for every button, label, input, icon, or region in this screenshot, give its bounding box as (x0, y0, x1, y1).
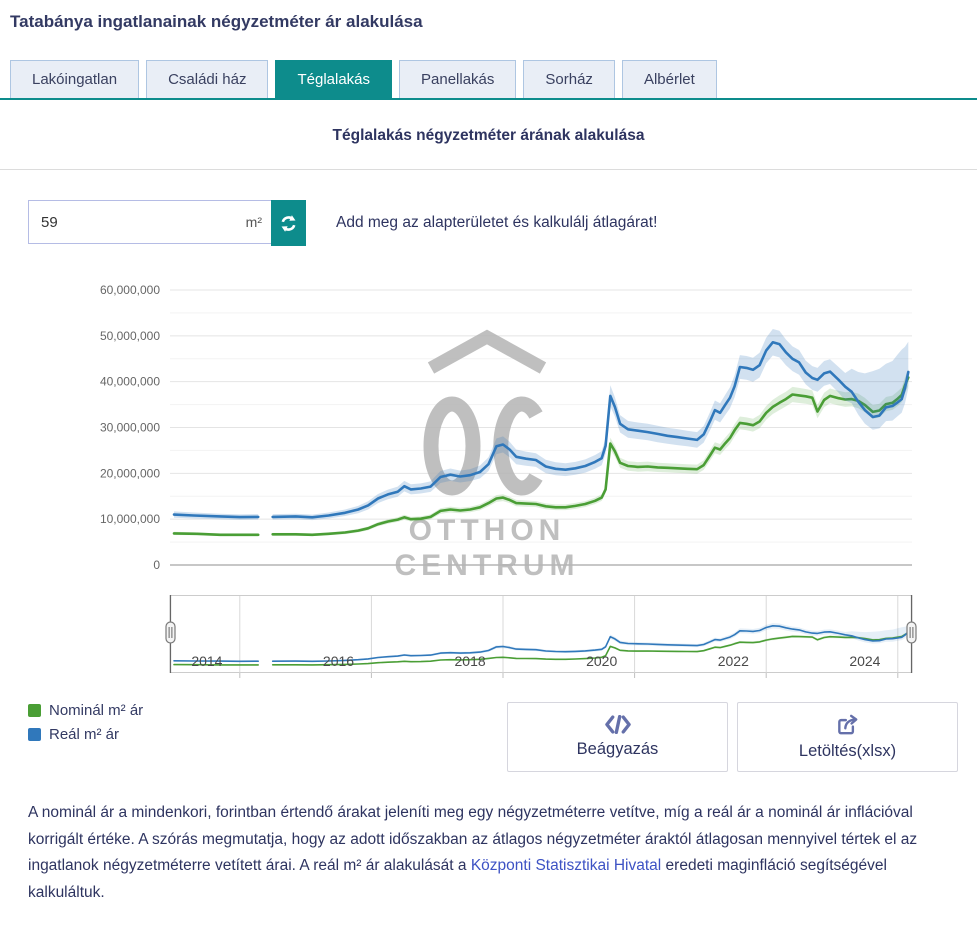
svg-text:2024: 2024 (849, 653, 881, 669)
calculator-hint-label: Add meg az alapterületet és kalkulálj átlagárat! (336, 214, 658, 231)
embed-button-label: Beágyazás (576, 740, 659, 758)
tab-sorh-z[interactable]: Sorház (523, 60, 615, 98)
real-series-swatch (28, 728, 41, 741)
svg-text:20,000,000: 20,000,000 (99, 466, 160, 481)
divider (0, 169, 977, 170)
svg-text:10,000,000: 10,000,000 (99, 512, 160, 527)
svg-text:40,000,000: 40,000,000 (99, 374, 160, 389)
share-export-icon (835, 714, 861, 736)
page-title: Tatabánya ingatlanainak négyzetméter ár alakulása (10, 12, 423, 31)
methodology-note (28, 800, 949, 907)
tab-alb-rlet[interactable]: Albérlet (622, 60, 717, 98)
note-text: A nominál ár a mindenkori, forintban értendő árakat jeleníti meg egy négyzetméterre vetítve, míg a reál ár a nominál ár inflációval korrigált értéke. A szórás megmutatja, hogy az adott időszakban az átlagos négyzetméter áraktól átlagosan mennyivel tértek el az ingatlanok négyzetméterre vetített árai. A reál m² ár alakulását a (28, 804, 918, 875)
tab-lak-ingatlan[interactable]: Lakóingatlan (10, 60, 139, 98)
svg-text:OTTHON: OTTHON (408, 514, 566, 547)
area-input-group (28, 200, 306, 246)
property-type-tabs (0, 60, 977, 100)
chart-legend (28, 702, 143, 750)
legend-item-nominal[interactable] (28, 702, 143, 719)
chart-axis-labels (100, 283, 160, 572)
legend-item-real[interactable] (28, 726, 143, 743)
svg-text:2018: 2018 (454, 653, 486, 669)
svg-text:0: 0 (153, 558, 160, 572)
svg-text:30,000,000: 30,000,000 (99, 420, 160, 435)
code-embed-icon (603, 715, 633, 734)
svg-text:2014: 2014 (191, 653, 223, 669)
download-xlsx-button[interactable] (737, 702, 958, 772)
chart-title: Téglalakás négyzetméter árának alakulása (332, 127, 645, 144)
chart-navigator[interactable] (166, 595, 916, 678)
svg-text:50,000,000: 50,000,000 (99, 328, 160, 343)
svg-text:2020: 2020 (586, 653, 618, 669)
refresh-icon (279, 214, 298, 233)
tab-panellak-s[interactable]: Panellakás (399, 60, 516, 98)
download-button-label: Letöltés(xlsx) (798, 741, 897, 760)
legend-label: Reál m² ár (49, 726, 120, 743)
area-calculator (28, 200, 977, 246)
nominal-series-swatch (28, 704, 41, 717)
svg-text:2016: 2016 (322, 653, 355, 669)
chart-footer-row (0, 702, 977, 772)
floor-area-input[interactable] (28, 200, 271, 244)
chart-actions (507, 702, 958, 772)
tab-csal-di-h-z[interactable]: Családi ház (146, 60, 268, 98)
svg-text:60,000,000: 60,000,000 (99, 283, 160, 297)
svg-text:CENTRUM: CENTRUM (394, 549, 580, 582)
tab-t-glalak-s[interactable]: Téglalakás (275, 60, 392, 98)
unit-suffix: m² (245, 214, 262, 230)
legend-label: Nominál m² ár (49, 702, 144, 719)
ksh-link[interactable]: Központi Statisztikai Hivatal (470, 857, 662, 875)
note-text: eredeti maginfláció segítségével kalkuláltuk. (28, 857, 887, 901)
recalculate-button[interactable] (271, 200, 306, 246)
price-history-chart[interactable] (0, 267, 977, 687)
navigator-handle-right[interactable] (907, 595, 916, 673)
embed-button[interactable] (507, 702, 728, 772)
svg-text:2022: 2022 (717, 653, 749, 669)
